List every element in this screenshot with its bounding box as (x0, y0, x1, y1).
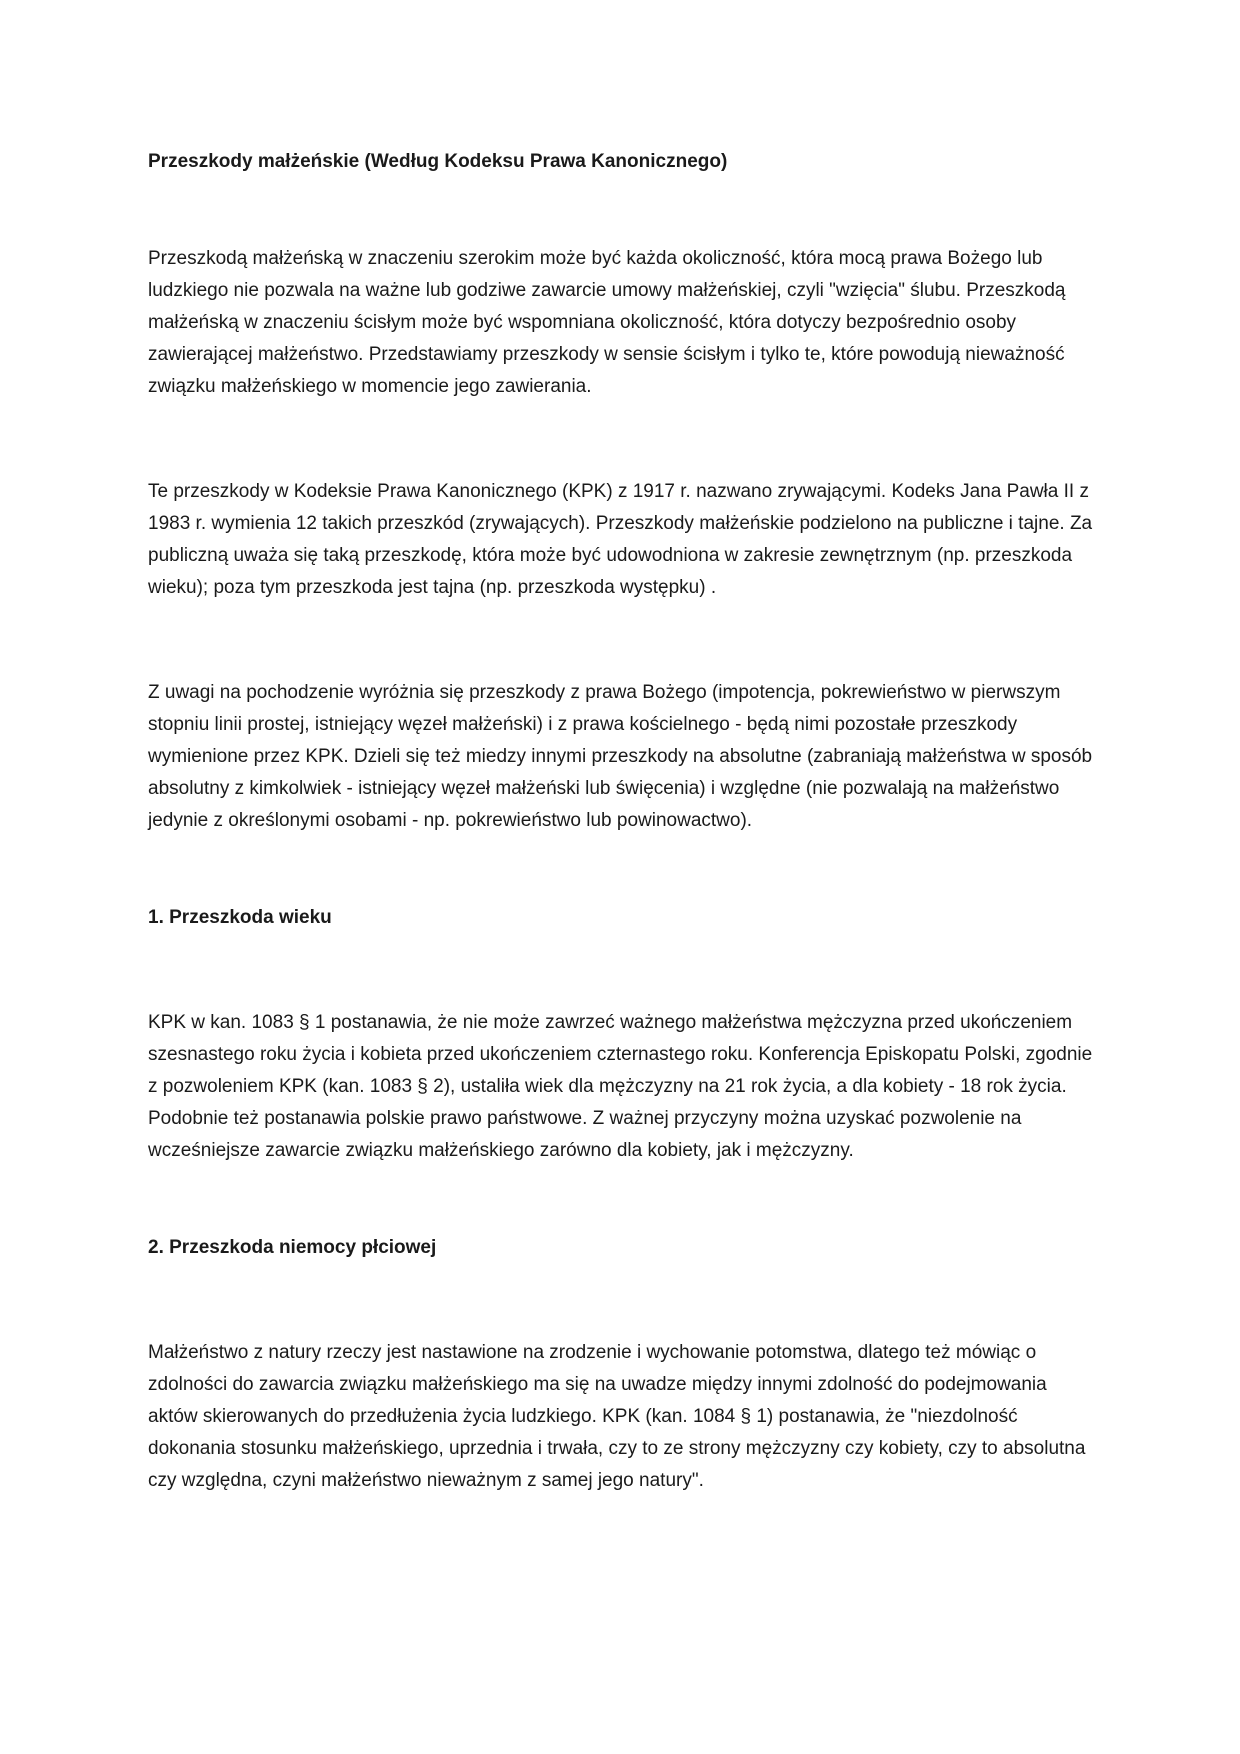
section-heading-age: 1. Przeszkoda wieku (148, 907, 332, 928)
paragraph-impotence: Małżeństwo z natury rzeczy jest nastawione na zrodzenie i wychowanie potomstwa, dlatego też mówiąc o zdolności do zawarcia związku małżeńskiego ma się na uwadze między innymi zdolność do podejmowania aktów skierowanych do przedłużenia życia ludzkiego. KPK (kan. 1084 § 1) postanawia, że "niezdolność dokonania stosunku małżeńskiego, uprzednia i trwała, czy to ze strony mężczyzny czy kobiety, czy to absolutna czy względna, czyni małżeństwo nieważnym z samej jego natury". (148, 1342, 1086, 1491)
paragraph-kpk-history: Te przeszkody w Kodeksie Prawa Kanonicznego (KPK) z 1917 r. nazwano zrywającymi. Kodeks Jana Pawła II z 1983 r. wymienia 12 takich przeszkód (zrywających). Przeszkody małżeńskie podzielono na publiczne i tajne. Za publiczną uważa się taką przeszkodę, która może być udowodniona w zakresie zewnętrznym (np. przeszkoda wieku); poza tym przeszkoda jest tajna (np. przeszkoda występku) . (148, 481, 1093, 598)
paragraph-definition: Przeszkodą małżeńską w znaczeniu szerokim może być każda okoliczność, która mocą prawa Bożego lub ludzkiego nie pozwala na ważne lub godziwe zawarcie umowy małżeńskiej, czyli "wzięcia" ślubu. Przeszkodą małżeńską w znaczeniu ścisłym może być wspomniana okoliczność, która dotyczy bezpośrednio osoby zawierającej małżeństwo. Przedstawiamy przeszkody w sensie ścisłym i tylko te, które powodują nieważność związku małżeńskiego w momencie jego zawierania. (148, 248, 1066, 397)
section-heading-impotence: 2. Przeszkoda niemocy płciowej (148, 1237, 437, 1258)
document-title: Przeszkody małżeńskie (Według Kodeksu Prawa Kanonicznego) (148, 151, 728, 172)
paragraph-classification: Z uwagi na pochodzenie wyróżnia się przeszkody z prawa Bożego (impotencja, pokrewieństwo w pierwszym stopniu linii prostej, istniejący węzeł małżeński) i z prawa kościelnego - będą nimi pozostałe przeszkody wymienione przez KPK. Dzieli się też miedzy innymi przeszkody na absolutne (zabraniają małżeństwa w sposób absolutny z kimkolwiek - istniejący węzeł małżeński lub święcenia) i względne (nie pozwalają na małżeństwo jedynie z określonymi osobami - np. pokrewieństwo lub powinowactwo). (148, 682, 1093, 831)
paragraph-age: KPK w kan. 1083 § 1 postanawia, że nie może zawrzeć ważnego małżeństwa mężczyzna przed ukończeniem szesnastego roku życia i kobieta przed ukończeniem czternastego roku. Konferencja Episkopatu Polski, zgodnie z pozwoleniem KPK (kan. 1083 § 2), ustaliła wiek dla mężczyzny na 21 rok życia, a dla kobiety - 18 rok życia. Podobnie też postanawia polskie prawo państwowe. Z ważnej przyczyny można uzyskać pozwolenie na wcześniejsze zawarcie związku małżeńskiego zarówno dla kobiety, jak i mężczyzny. (148, 1012, 1093, 1161)
document-body (148, 148, 1098, 1497)
